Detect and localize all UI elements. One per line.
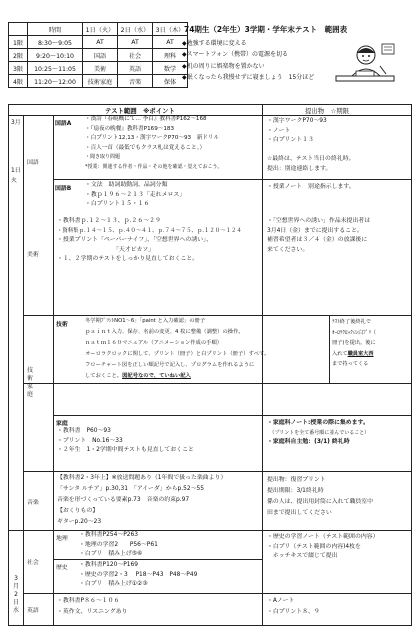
subrow-divider — [53, 179, 411, 180]
period-subject: AT — [118, 36, 153, 49]
weekday-label: 火 — [11, 178, 17, 184]
history-range: ・教科書P120～P169 ・歴史の学習2・3 P18～P43 P48～P49 ・白プリ 積み上げ①②③ — [79, 562, 198, 588]
period-time: 10:25～11:05 — [28, 62, 83, 75]
col-header-day1: 1日（火） — [83, 23, 118, 36]
col-divider — [53, 115, 54, 625]
music-submit: 提出物：復習プリント 提出期限：3/1終礼時 係の人は、提出用封筒に入れて職員室中 田まで提出してください — [267, 477, 374, 516]
tech-emphasis: 図記号なので、ていねい記入 — [122, 373, 191, 379]
studying-student-illustration — [330, 42, 400, 90]
day2-label: 3月2日水 — [12, 575, 19, 614]
japanese-a-range: ・漢詩『春暁概にて… 李白』教科書P162～168 ・『扇夜の晩餐』教科書P169～183 ・白プリント12,13・漢字ワークP70～93 新ドリル ・百人一首（最低でもクラス札は覚えること。） ・聞き取り問題 *授業：関連する作者・作品・その他を確認・覚えておこう。 — [85, 116, 223, 170]
period-subject: 音楽 — [118, 75, 153, 88]
study-notes — [182, 38, 314, 83]
subject-label-social: 社会 — [27, 560, 39, 566]
tech-range: 冬学期ﾌﾟﾘﾝﾄNO1～6」「paint と入力確認」の冊子 ｐａｉｎｔ入力、保存、名前の変更、4 枚に整備（調整）の操作。 ｎａｔｍ１６０マニュアル（アニメーション作成の手順） オーロラクロックに関して、プリント（冊子）と白プリント（冊子）すべて。 フローチャート図を正しい順記号で記入し、プログラムを作れるように しておくこと。図記号なので、ていねい記入 — [85, 318, 270, 379]
english-submit: ・Aノート ・白プリント８、９ — [267, 598, 320, 615]
music-range: 【教科書2・3年上】※放送問題あり（1年間で扱った楽曲より） 「サンタ ルチア」p.30,31 「アイーダ」からp.52～55 音楽を形づくっている要素p.73 音楽の約束p.97 【おくりもの】 ギターp.20～23 — [57, 475, 227, 525]
subject-label-japanese: 国語 — [27, 160, 39, 166]
row-divider — [9, 530, 411, 531]
day-label: 1日 — [11, 168, 21, 174]
english-range: ・教科書P８６～１０６ ・英作文、リスニングあり — [57, 598, 128, 615]
period-subject: 保体 — [153, 75, 188, 88]
col-divider — [329, 315, 330, 383]
period-subject: 数学 — [153, 62, 188, 75]
submit-header: 提出物 ☆期限 — [305, 107, 350, 115]
period-subject: 理科 — [153, 49, 188, 62]
period-time: 11:20～12:00 — [28, 75, 83, 88]
period-label: 2限 — [9, 49, 28, 62]
social-submit: ・歴史の学習ノート（テスト範囲の内容） ・白プリ（テスト範囲の内容)4枚を ホッチキスで綴じて提出 — [267, 534, 379, 560]
period-time: 8:30～9:05 — [28, 36, 83, 49]
period-label: 1限 — [9, 36, 28, 49]
col-header-day2: 2日（水） — [118, 23, 153, 36]
subject-label-tech-home: 技術家庭 — [26, 367, 33, 398]
japanese-b-submit: ・授業ノート 別途指示します。 — [267, 184, 355, 190]
period-label: 3限 — [9, 62, 28, 75]
period-subject: AT — [83, 36, 118, 49]
period-subject: 技術家庭 — [83, 75, 118, 88]
col-divider — [23, 115, 24, 625]
tech-label: 技術 — [56, 322, 68, 328]
art-submit: ・「空想世界への誘い」作品未提出者は 3月4日（金）までに提出すること。 補習希望者は３／４（金）の放課後に 来てください。 — [267, 218, 371, 253]
subrow-divider — [53, 415, 411, 416]
japanese-a-submit: ・漢字ワークP70～93 ・ノート ・白プリント１３ ☆最終は、テスト当日の終礼時。 提出：別途連絡します。 — [267, 118, 355, 172]
japanese-b-range: ・文法 助詞助動詞、品詞分類 ・教ｐ１９６～２１３「走れメロス」 ・白プリント１５・１６ — [85, 182, 186, 208]
month-label: 3月 — [11, 120, 21, 126]
col-header-time: 時間 — [28, 23, 83, 36]
note-item: ◆机の周りに娯楽物を置かない — [182, 62, 265, 70]
history-label: 歴史 — [56, 565, 68, 571]
geography-label: 地理 — [56, 536, 68, 542]
test-range-table — [8, 104, 412, 626]
page-title: 74期生（2年生）3学期・学年末テスト 範囲表 — [184, 25, 348, 34]
note-item: ◆眠くなったら我慢せずに寝ましょう 15分ほど — [182, 73, 315, 81]
range-header: テスト範囲 ※ポイント — [105, 107, 175, 115]
period-time: 9:20～10:10 — [28, 49, 83, 62]
blank-cell — [9, 23, 28, 36]
period-subject: 国語 — [83, 49, 118, 62]
home-submit: ・家庭科ノート:授業の際に集めます。 （プリントを全て番号順に並んでいること） ・家庭科自主勉：(3/1) 終礼時 — [267, 420, 370, 446]
japanese-a-label: 国語A — [55, 121, 72, 127]
note-item: ◆勉強する環境に変える — [182, 40, 247, 47]
period-label: 4限 — [9, 75, 28, 88]
subject-label-music: 音楽 — [27, 500, 39, 506]
period-subject: 社会 — [118, 49, 153, 62]
period-subject: AT — [153, 36, 188, 49]
period-subject: 英語 — [118, 62, 153, 75]
period-subject: 美術 — [83, 62, 118, 75]
home-range: ・教科書 P60～93 ・プリント No.16～33 ・２年生 1・2学期中間テストも見直しておくこと — [57, 428, 194, 454]
tech-submit: ﾃｽﾄ終了後終礼で ｵｰﾛﾗｸﾛｯｸの白ﾌﾟﾘ（ 冊子)を提出。後に 入れて職員室大西 まで持ってくる — [332, 319, 377, 367]
art-range: ・教科書ｐ.１２～１３、ｐ.２６～２９ ・資料集ｐ.１４～１５、ｐ.４０～４１、ｐ.７４～７５、ｐ.１２０～１２４ ・授業プリント「ペーパーナイフ」、「空想世界への誘い」、 「天才ピカソ」 ・１、２学期のテストをしっかり見直しておくこと。 — [57, 218, 242, 263]
row-divider — [23, 593, 411, 594]
home-label: 家庭 — [56, 421, 68, 427]
period-table — [8, 22, 188, 88]
row-divider — [23, 471, 411, 472]
japanese-b-label: 国語B — [55, 186, 72, 192]
note-item: ◆スマートフォン（携帯）の電源を切る — [182, 51, 289, 59]
col-header-day3: 3日（木） — [153, 23, 188, 36]
subject-label-art: 美術 — [27, 252, 39, 258]
subject-label-english: 英語 — [27, 608, 39, 614]
teacher-room-emphasis: 職員室大西 — [347, 350, 374, 357]
geography-range: ・教科書P254～P263 ・地理の学習2 P56～P61 ・白プリ 積み上げ⑤⑥ — [79, 532, 158, 558]
row-divider — [23, 383, 411, 384]
